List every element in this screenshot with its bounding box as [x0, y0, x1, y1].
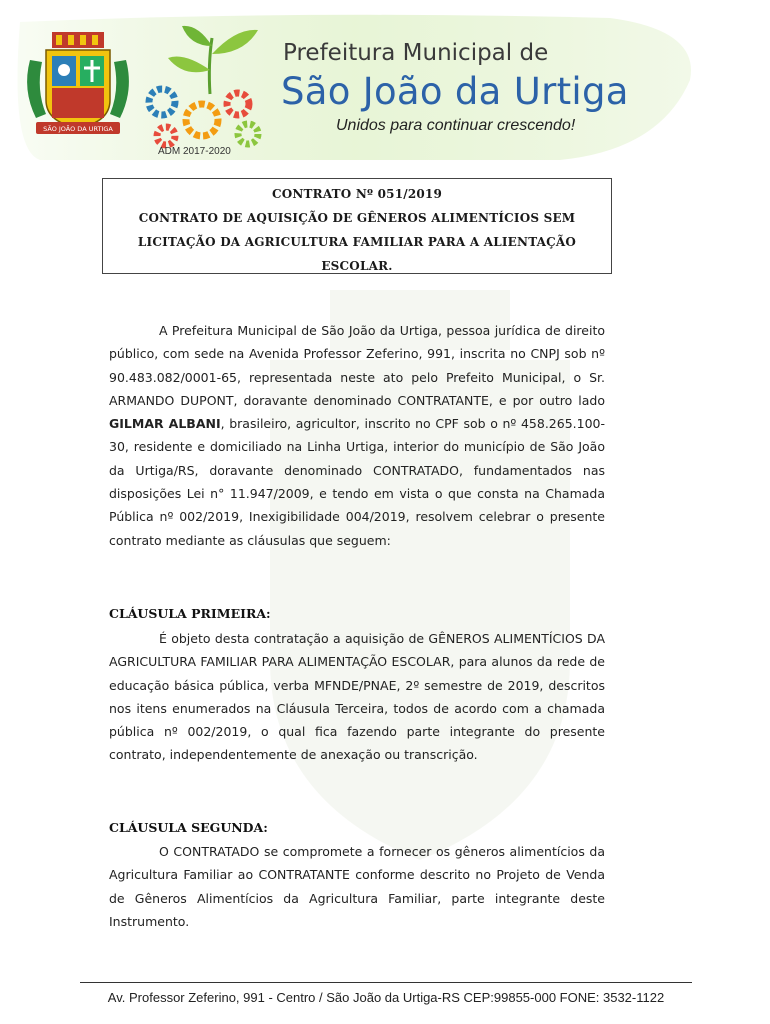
contract-title-line1: CONTRATO DE AQUISIÇÃO DE GÊNEROS ALIMENTÍCIOS SEM: [138, 211, 576, 225]
clause-2-text: O CONTRATADO se compromete a fornecer os gêneros alimentícios da Agricultura Familiar ao CONTRATANTE conforme descrito no Projeto de Venda de Gêneros Alimentícios da Agricultura Familiar, parte integrante deste Instrumento.: [109, 844, 605, 929]
slogan: Unidos para continuar crescendo!: [336, 117, 576, 134]
gears-sprout-logo-icon: [140, 24, 272, 152]
contractor-name: GILMAR ALBANI: [109, 416, 221, 432]
contract-title-box: [102, 178, 612, 274]
coat-banner-text: SÃO JOÃO DA URTIGA: [43, 125, 113, 133]
clause-2-title: CLÁUSULA SEGUNDA:: [109, 820, 268, 835]
clause-1-title: CLÁUSULA PRIMEIRA:: [109, 606, 271, 621]
clause-1-text-block: [109, 627, 605, 767]
preamble-part2: , brasileiro, agricultor, inscrito no CPF sob o nº 458.265.100-30, residente e domiciliado na Linha Urtiga, interior do município de São João da Urtiga/RS, doravante denominado CONTRATADO, fundamentados nas disposições Lei n° 11.947/2009, e tendo em vista o que consta na Chamada Pública nº 002/2019, Inexigibilidade 004/2019, resolvem celebrar o presente contrato mediante as cláusulas que seguem:: [109, 416, 606, 548]
coat-of-arms-icon: [22, 30, 134, 142]
footer-address: Av. Professor Zeferino, 991 - Centro / São João da Urtiga-RS CEP:99855-000 FONE: 3532-1122: [107, 990, 665, 1005]
admin-period: ADM 2017-2020: [158, 146, 231, 157]
footer-divider: [80, 982, 692, 983]
clause-1-text: É objeto desta contratação a aquisição de GÊNEROS ALIMENTÍCIOS DA AGRICULTURA FAMILIAR PARA ALIMENTAÇÃO ESCOLAR, para alunos da rede de educação básica pública, verba MFNDE/PNAE, 2º semestre de 2019, descritos nos itens enumerados na Cláusula Terceira, todos de acordo com a chamada pública nº 002/2019, o qual fica fazendo parte integrante do presente contrato, independentemente de anexação ou transcrição.: [109, 631, 605, 763]
org-name: São João da Urtiga: [281, 70, 629, 113]
contract-number: CONTRATO Nº 051/2019: [271, 187, 443, 201]
preamble-paragraph: [109, 319, 605, 552]
clause-2-text-block: [109, 840, 605, 933]
contract-title-line3: ESCOLAR.: [321, 259, 393, 273]
contract-title-line2: LICITAÇÃO DA AGRICULTURA FAMILIAR PARA A ALIENTAÇÃO: [137, 235, 577, 249]
org-prefix: Prefeitura Municipal de: [283, 40, 549, 66]
preamble-part1: A Prefeitura Municipal de São João da Urtiga, pessoa jurídica de direito público, com sede na Avenida Professor Zeferino, 991, inscrita no CNPJ sob nº 90.483.082/0001-65, representada neste ato pelo Prefeito Municipal, o Sr. ARMANDO DUPONT, doravante denominado CONTRATANTE, e por outro lado: [109, 323, 605, 408]
